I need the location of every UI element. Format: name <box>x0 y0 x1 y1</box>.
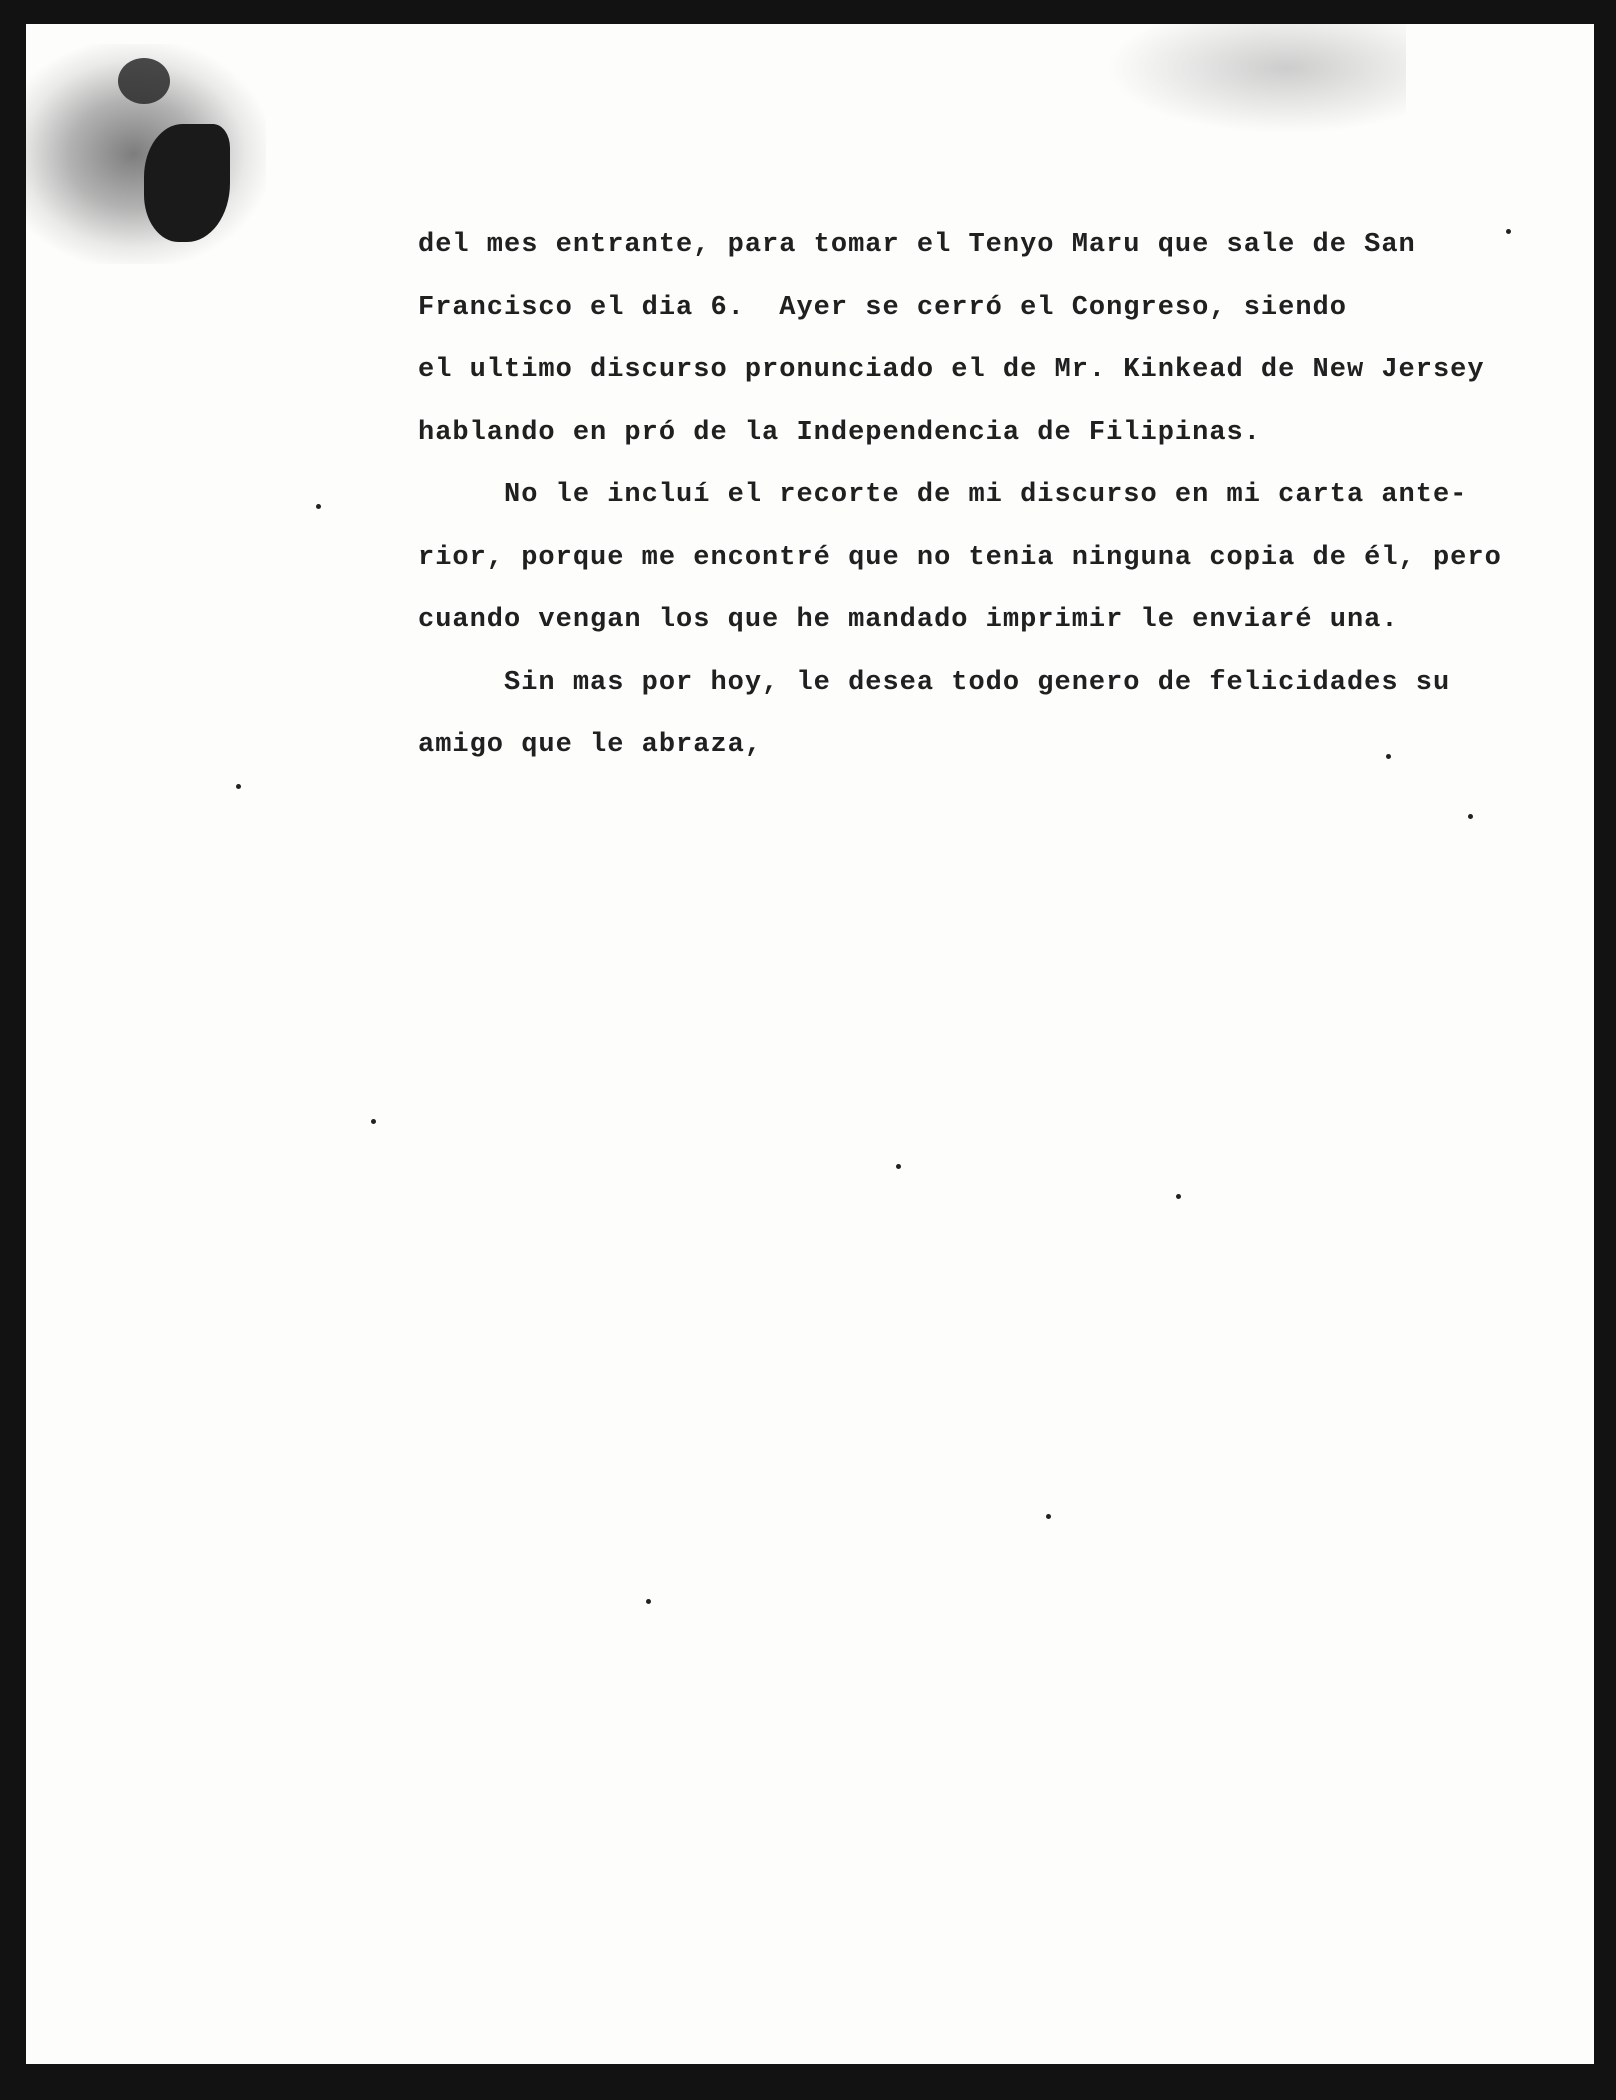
text-line-6: rior, porque me encontré que no tenia ninguna copia de él, pero <box>418 542 1502 573</box>
text-line-7: cuando vengan los que he mandado imprimir le enviaré una. <box>418 605 1399 635</box>
text-line-2: Francisco el dia 6. Ayer se cerró el Congreso, siendo <box>418 292 1347 323</box>
text-line-4: hablando en pró de la Independencia de Filipinas. <box>418 417 1261 448</box>
speck <box>646 1599 651 1604</box>
letter-body <box>418 214 1538 777</box>
speck <box>316 504 321 509</box>
text-line-8: Sin mas por hoy, le desea todo genero de felicidades su <box>418 667 1451 698</box>
typewritten-letter-page <box>26 24 1594 2064</box>
speck <box>371 1119 376 1124</box>
ink-blot-small <box>118 58 170 104</box>
text-line-3: el ultimo discurso pronunciado el de Mr. Kinkead de New Jersey <box>418 355 1485 385</box>
speck <box>896 1164 901 1169</box>
speckle-noise <box>1106 24 1406 134</box>
text-line-9: amigo que le abraza, <box>418 730 763 760</box>
text-line-5: No le incluí el recorte de mi discurso en mi carta ante- <box>418 480 1468 510</box>
speck <box>1468 814 1473 819</box>
ink-blot <box>144 124 230 242</box>
text-line-1: del mes entrante, para tomar el Tenyo Maru que sale de San <box>418 230 1416 260</box>
speck <box>1046 1514 1051 1519</box>
speck <box>1176 1194 1181 1199</box>
speck <box>236 784 241 789</box>
